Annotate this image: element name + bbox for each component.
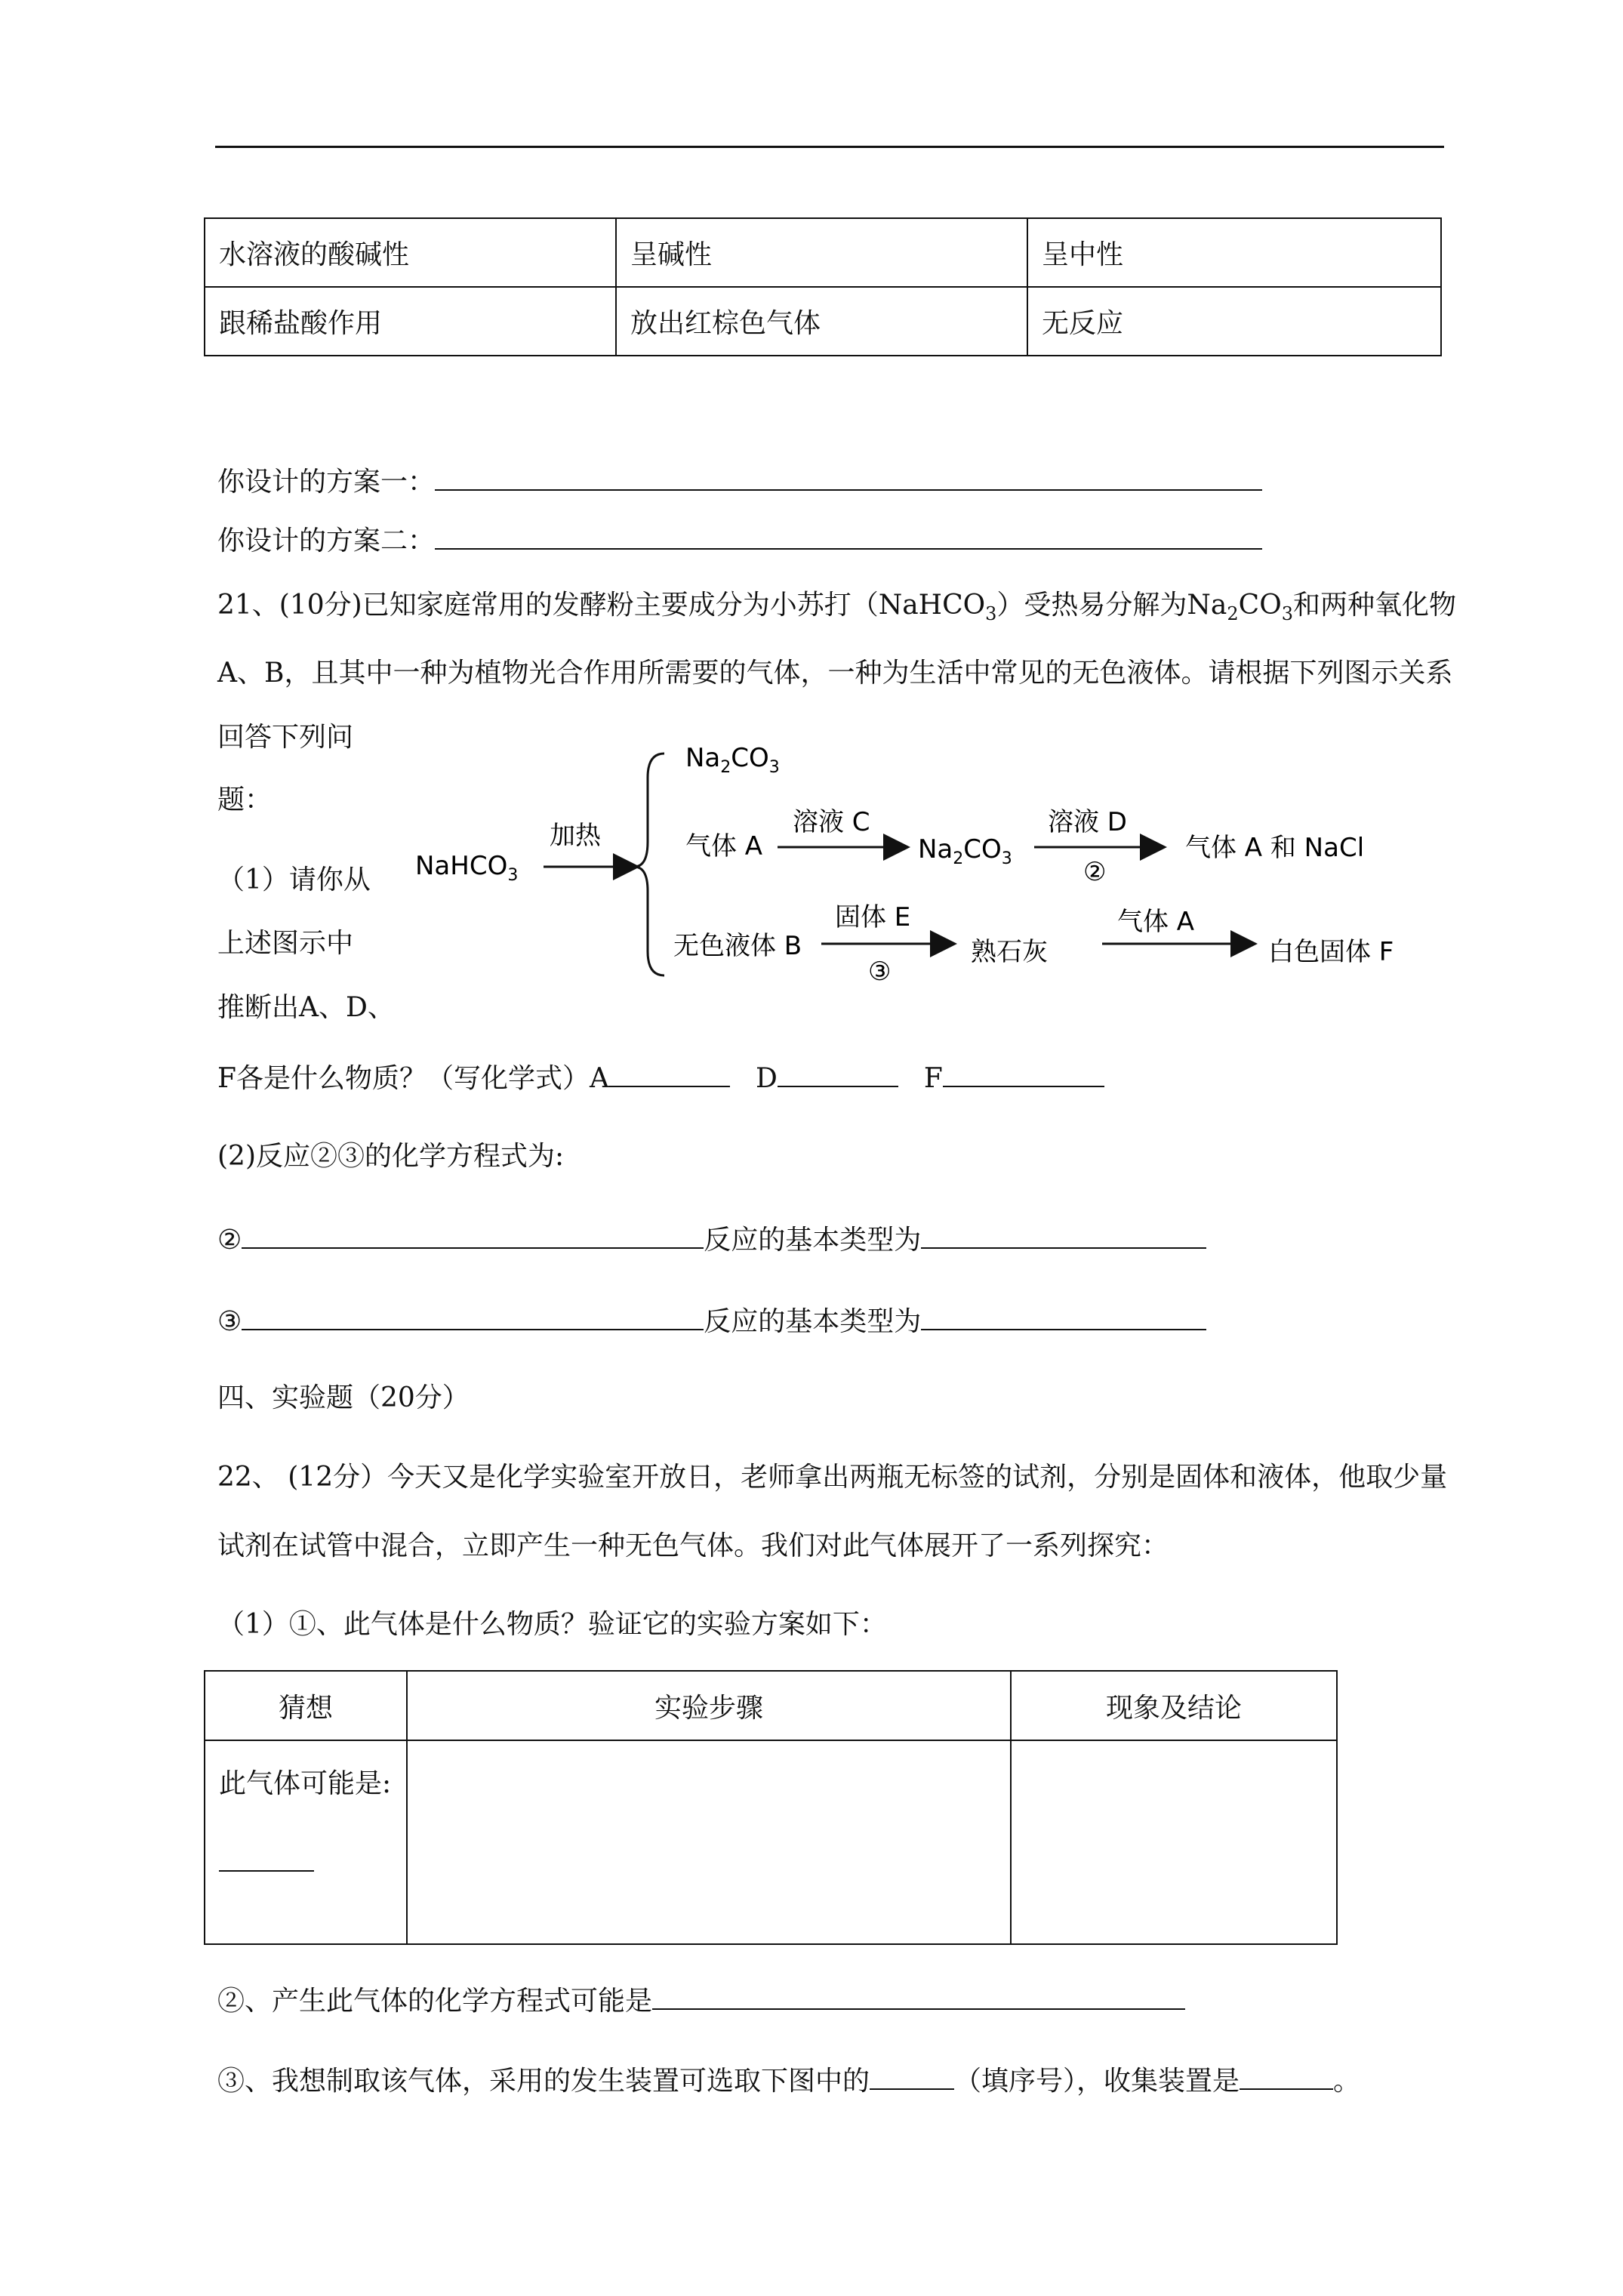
label-sol-d: 溶液 D xyxy=(1048,807,1127,837)
table-cell: 放出红棕色气体 xyxy=(616,287,1027,356)
q22-q3-text-a: ③、我想制取该气体，采用的发生装置可选取下图中的 xyxy=(217,2066,870,2097)
guess-text: 此气体可能是: xyxy=(219,1768,392,1799)
r3-line xyxy=(217,1302,1206,1339)
label-F: F xyxy=(923,1063,943,1094)
q22-line2: 试剂在试管中混合，立即产生一种无色气体。我们对此气体展开了一系列探究： xyxy=(217,1530,1169,1561)
q21-line4: 题： xyxy=(217,784,273,815)
reaction-diagram xyxy=(408,732,1449,1004)
q22-q3-text-b: （填序号），收集装置是 xyxy=(954,2066,1240,2097)
r2-type-label: 反应的基本类型为 xyxy=(704,1225,922,1256)
result-cell[interactable] xyxy=(1011,1740,1337,1944)
table-header-row xyxy=(205,1671,1337,1740)
q22-line1: 22、 (12分）今天又是化学实验室开放日，老师拿出两瓶无标签的试剂，分别是固体和液体，他取少量 xyxy=(217,1462,1448,1493)
q21-p1d-line xyxy=(217,1059,1104,1096)
q21-line2: A、B，且其中一种为植物光合作用所需要的气体，一种为生活中常见的无色液体。请根据下列图示关系 xyxy=(217,658,1453,689)
answer-A-blank[interactable] xyxy=(609,1059,730,1087)
label-D: D xyxy=(755,1063,778,1094)
q22-q2-line xyxy=(217,1981,1185,2018)
header-guess: 猜想 xyxy=(205,1671,407,1740)
q21-p1a: （1）请你从 xyxy=(217,864,371,895)
table-cell: 呈中性 xyxy=(1027,218,1441,287)
r3-equation-blank[interactable] xyxy=(242,1302,704,1330)
node-slaked-lime: 熟石灰 xyxy=(971,937,1048,967)
label-circ2: ② xyxy=(1083,857,1107,887)
r2-mark: ② xyxy=(217,1225,242,1256)
q21-p1c: 推断出A、D、 xyxy=(217,992,395,1023)
header-steps: 实验步骤 xyxy=(407,1671,1011,1740)
equation-blank[interactable] xyxy=(652,1981,1185,2010)
plan1-label: 你设计的方案一： xyxy=(217,467,436,498)
collector-blank[interactable] xyxy=(1240,2061,1333,2090)
table-cell: 呈碱性 xyxy=(616,218,1027,287)
q21-intro-text2: ）受热易分解为Na xyxy=(996,590,1227,621)
table-row xyxy=(205,287,1441,356)
properties-table xyxy=(204,217,1442,356)
node-na2co3-mid: $Na_2CO_3$ xyxy=(918,834,1012,868)
label-sol-c: 溶液 C xyxy=(793,807,870,837)
header-result: 现象及结论 xyxy=(1011,1671,1337,1740)
table-cell: 无反应 xyxy=(1027,287,1441,356)
q21-line3: 回答下列问 xyxy=(217,722,354,753)
r3-type-blank[interactable] xyxy=(921,1302,1206,1330)
table-row xyxy=(205,218,1441,287)
plan1-line xyxy=(217,462,1262,499)
node-white-solid: 白色固体 F xyxy=(1268,937,1394,967)
guess-cell xyxy=(205,1740,407,1944)
plan1-blank[interactable] xyxy=(435,462,1262,491)
steps-cell[interactable] xyxy=(407,1740,1011,1944)
q21-intro-text3: CO xyxy=(1238,590,1282,621)
q21-intro-text: 21、(10分)已知家庭常用的发酵粉主要成分为小苏打（NaHCO xyxy=(217,590,986,621)
q21-intro: 21、(10分)已知家庭常用的发酵粉主要成分为小苏打（NaHCO$_3$）受热易分解为$Na_2CO_3$和两种氧化物 xyxy=(217,590,1457,624)
table-cell: 水溶液的酸碱性 xyxy=(205,218,616,287)
node-na2co3-top: $Na_2CO_3$ xyxy=(685,743,780,777)
branch-brace xyxy=(634,754,664,975)
q21-p1d: F各是什么物质？（写化学式）A xyxy=(217,1063,609,1094)
node-gas-a-nacl: 气体 A 和 NaCl xyxy=(1185,833,1365,863)
experiment-table xyxy=(204,1670,1338,1945)
table-cell: 跟稀盐酸作用 xyxy=(205,287,616,356)
label-circ3: ③ xyxy=(868,957,892,987)
label-solid-e: 固体 E xyxy=(835,902,911,932)
plan2-line xyxy=(217,521,1262,558)
q22-q3-text-c: 。 xyxy=(1333,2066,1361,2097)
r2-type-blank[interactable] xyxy=(921,1220,1206,1249)
r3-type-label: 反应的基本类型为 xyxy=(704,1306,922,1337)
header-rule xyxy=(215,146,1444,148)
r3-mark: ③ xyxy=(217,1306,242,1337)
label-gas-a2: 气体 A xyxy=(1117,907,1195,937)
q22-q3-line xyxy=(217,2061,1360,2098)
guess-blank[interactable] xyxy=(219,1843,314,1872)
node-gas-a: 气体 A xyxy=(685,831,763,861)
label-heat: 加热 xyxy=(550,821,601,851)
generator-blank[interactable] xyxy=(870,2061,954,2090)
q21-intro-text4: 和两种氧化物 xyxy=(1293,590,1457,621)
r2-line xyxy=(217,1220,1206,1257)
q22-line3: （1）①、此气体是什么物质？验证它的实验方案如下： xyxy=(217,1609,887,1640)
q21-p2: (2)反应②③的化学方程式为: xyxy=(217,1141,565,1172)
q21-p1b: 上述图示中 xyxy=(217,928,354,959)
section4-title: 四、实验题（20分） xyxy=(217,1382,470,1413)
table-row xyxy=(205,1740,1337,1944)
q22-q2-text: ②、产生此气体的化学方程式可能是 xyxy=(217,1986,653,2017)
node-nahco3: NaHCO$_3$ xyxy=(415,851,519,885)
answer-D-blank[interactable] xyxy=(778,1059,898,1087)
answer-F-blank[interactable] xyxy=(943,1059,1104,1087)
r2-equation-blank[interactable] xyxy=(242,1220,704,1249)
node-liquid-b: 无色液体 B xyxy=(673,931,802,961)
plan2-label: 你设计的方案二： xyxy=(217,525,436,556)
plan2-blank[interactable] xyxy=(435,521,1262,550)
